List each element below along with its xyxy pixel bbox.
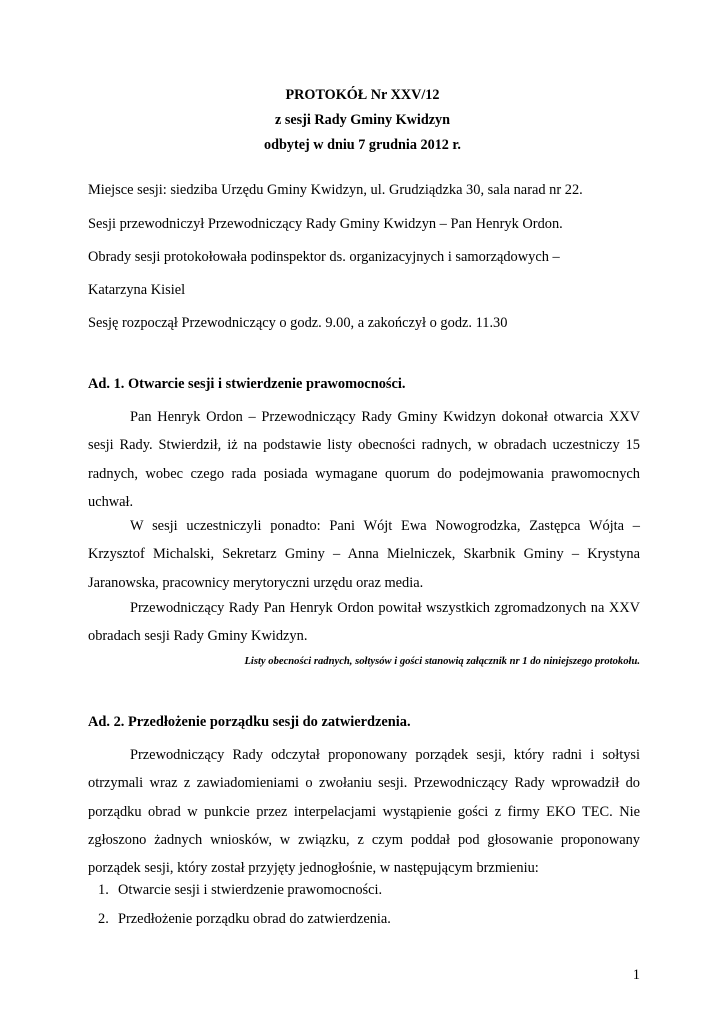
document-title: PROTOKÓŁ Nr XXV/12	[285, 87, 440, 103]
minutes-taker: Obrady sesji protokołowała podinspektor ds. organizacyjnych i samorządowych –	[88, 249, 560, 265]
section-2-paragraph: Przewodniczący Rady odczytał proponowany porządek sesji, który radni i sołtysi otrzymali wraz z zawiadomieniami o zwołaniu sesji. Przewodniczący Rady wprowadził do porządku obrad w punkcie przez interpelacjami wystąpienie gości z firmy EKO TEC. Nie zgłoszono żadnych wniosków, w związku, z czym poddał pod głosowanie proponowany porządek sesji, który został przyjęty jednogłośnie, w następującym brzmieniu:	[88, 747, 640, 877]
section-1-paragraph-1: Pan Henryk Ordon – Przewodniczący Rady Gminy Kwidzyn dokonał otwarcia XXV sesji Rady. Stwierdził, iż na podstawie listy obecności radnych, w obradach uczestniczy 15 radnych, wobec czego rada posiada wymagane quorum do podejmowania prawomocnych uchwał.	[88, 409, 640, 510]
agenda-item-text: Otwarcie sesji i stwierdzenie prawomocności.	[118, 882, 383, 898]
minutes-taker-name: Katarzyna Kisiel	[88, 282, 186, 298]
agenda-item-text: Przedłożenie porządku obrad do zatwierdzenia.	[118, 911, 391, 927]
agenda-item	[98, 881, 382, 900]
session-times: Sesję rozpoczął Przewodniczący o godz. 9.00, a zakończył o godz. 11.30	[88, 315, 508, 331]
section-2-heading: Ad. 2. Przedłożenie porządku sesji do zatwierdzenia.	[88, 714, 411, 730]
session-place: Miejsce sesji: siedziba Urzędu Gminy Kwidzyn, ul. Grudziądzka 30, sala narad nr 22.	[88, 182, 583, 198]
document-date: odbytej w dniu 7 grudnia 2012 r.	[264, 137, 461, 153]
agenda-item	[98, 910, 391, 929]
session-chair: Sesji przewodniczył Przewodniczący Rady Gminy Kwidzyn – Pan Henryk Ordon.	[88, 216, 563, 232]
document-subtitle: z sesji Rady Gminy Kwidzyn	[275, 112, 450, 128]
section-1-heading: Ad. 1. Otwarcie sesji i stwierdzenie prawomocności.	[88, 376, 406, 392]
agenda-item-number: 1.	[98, 882, 109, 898]
agenda-item-number: 2.	[98, 911, 109, 927]
page-number: 1	[632, 967, 640, 983]
section-1-paragraph-2: W sesji uczestniczyli ponadto: Pani Wójt Ewa Nowogrodzka, Zastępca Wójta – Krzysztof Michalski, Sekretarz Gminy – Anna Mielniczek, Skarbnik Gminy – Krystyna Jaranowska, pracownicy merytoryczni urzędu oraz media.	[88, 518, 640, 591]
attachment-note: Listy obecności radnych, sołtysów i gości stanowią załącznik nr 1 do niniejszego protokołu.	[244, 656, 640, 667]
section-1-paragraph-3: Przewodniczący Rady Pan Henryk Ordon powitał wszystkich zgromadzonych na XXV obradach sesji Rady Gminy Kwidzyn.	[88, 600, 640, 645]
